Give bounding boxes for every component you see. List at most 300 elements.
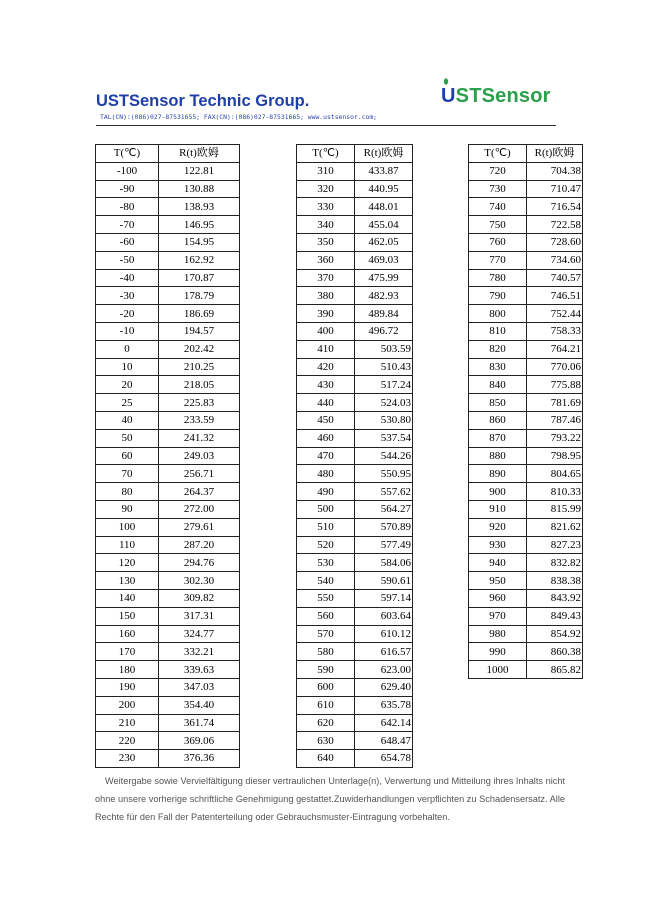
temperature-cell: 60 [96, 447, 159, 465]
temperature-cell: 810 [469, 322, 527, 340]
table-row [297, 233, 413, 251]
table-row [297, 358, 413, 376]
resistance-cell: 122.81 [159, 162, 240, 180]
logo-text: STSensor [455, 85, 551, 107]
resistance-cell: 294.76 [159, 554, 240, 572]
resistance-cell: 746.51 [527, 287, 583, 305]
temperature-cell: 40 [96, 411, 159, 429]
temperature-cell: 320 [297, 180, 355, 198]
resistance-cell: 482.93 [355, 287, 413, 305]
resistance-cell: 550.95 [355, 465, 413, 483]
resistance-cell: 603.64 [355, 607, 413, 625]
resistance-cell: 256.71 [159, 465, 240, 483]
resistance-cell: 186.69 [159, 305, 240, 323]
temperature-cell: 420 [297, 358, 355, 376]
table-row [297, 376, 413, 394]
resistance-cell: 838.38 [527, 572, 583, 590]
temperature-cell: -20 [96, 305, 159, 323]
table-row [96, 643, 240, 661]
table-row [297, 287, 413, 305]
table-row [96, 518, 240, 536]
table-row [96, 554, 240, 572]
resistance-cell: 570.89 [355, 518, 413, 536]
table-row [469, 340, 583, 358]
temperature-cell: 630 [297, 732, 355, 750]
resistance-table-3 [468, 144, 583, 679]
table-row [469, 358, 583, 376]
resistance-cell: 584.06 [355, 554, 413, 572]
temperature-cell: 180 [96, 661, 159, 679]
resistance-cell: 218.05 [159, 376, 240, 394]
temperature-cell: 410 [297, 340, 355, 358]
resistance-cell: 448.01 [355, 198, 413, 216]
table-row [96, 625, 240, 643]
table-row [297, 589, 413, 607]
table-row [96, 358, 240, 376]
resistance-cell: 162.92 [159, 251, 240, 269]
resistance-cell: 728.60 [527, 233, 583, 251]
table-row [469, 305, 583, 323]
table-row [96, 322, 240, 340]
temperature-cell: 740 [469, 198, 527, 216]
temperature-cell: 730 [469, 180, 527, 198]
table-row [297, 180, 413, 198]
temperature-cell: 220 [96, 732, 159, 750]
resistance-cell: 734.60 [527, 251, 583, 269]
temperature-cell: 530 [297, 554, 355, 572]
table-row [96, 750, 240, 768]
resistance-cell: 530.80 [355, 411, 413, 429]
resistance-cell: 804.65 [527, 465, 583, 483]
temperature-cell: 760 [469, 233, 527, 251]
table-row [297, 162, 413, 180]
temperature-cell: 100 [96, 518, 159, 536]
temperature-cell: -80 [96, 198, 159, 216]
temperature-cell: 120 [96, 554, 159, 572]
resistance-cell: 564.27 [355, 500, 413, 518]
table-row [96, 394, 240, 412]
temperature-cell: 430 [297, 376, 355, 394]
resistance-cell: 309.82 [159, 589, 240, 607]
temperature-cell: 390 [297, 305, 355, 323]
table-row [96, 500, 240, 518]
table-row [297, 643, 413, 661]
resistance-cell: 517.24 [355, 376, 413, 394]
column-header-resistance: R(t)欧姆 [527, 145, 583, 163]
temperature-cell: 890 [469, 465, 527, 483]
temperature-cell: 870 [469, 429, 527, 447]
table-row [469, 233, 583, 251]
resistance-cell: 302.30 [159, 572, 240, 590]
resistance-cell: 524.03 [355, 394, 413, 412]
table-row [96, 465, 240, 483]
temperature-cell: 450 [297, 411, 355, 429]
resistance-cell: 758.33 [527, 322, 583, 340]
table-row [469, 447, 583, 465]
temperature-cell: 610 [297, 696, 355, 714]
table-row [96, 536, 240, 554]
temperature-cell: 910 [469, 500, 527, 518]
temperature-cell: 920 [469, 518, 527, 536]
column-header-resistance: R(t)欧姆 [355, 145, 413, 163]
temperature-cell: 780 [469, 269, 527, 287]
temperature-cell: -30 [96, 287, 159, 305]
resistance-cell: 722.58 [527, 216, 583, 234]
temperature-cell: 900 [469, 483, 527, 501]
resistance-cell: 849.43 [527, 607, 583, 625]
table-row [96, 233, 240, 251]
leaf-icon [443, 78, 449, 85]
temperature-cell: 770 [469, 251, 527, 269]
table-row [96, 714, 240, 732]
temperature-cell: 540 [297, 572, 355, 590]
resistance-cell: 241.32 [159, 429, 240, 447]
resistance-cell: 433.87 [355, 162, 413, 180]
resistance-cell: 339.63 [159, 661, 240, 679]
resistance-cell: 287.20 [159, 536, 240, 554]
table-row [297, 322, 413, 340]
table-row [297, 750, 413, 768]
table-row [96, 269, 240, 287]
table-row [469, 180, 583, 198]
table-row [469, 483, 583, 501]
resistance-cell: 170.87 [159, 269, 240, 287]
resistance-cell: 469.03 [355, 251, 413, 269]
temperature-cell: 800 [469, 305, 527, 323]
resistance-cell: 642.14 [355, 714, 413, 732]
table-row [297, 661, 413, 679]
table-row [469, 589, 583, 607]
table-row [469, 554, 583, 572]
column-header-temperature: T(℃) [96, 145, 159, 163]
table-row [469, 429, 583, 447]
resistance-cell: 704.38 [527, 162, 583, 180]
table-row [469, 216, 583, 234]
resistance-cell: 635.78 [355, 696, 413, 714]
company-logo [441, 85, 551, 108]
temperature-cell: 400 [297, 322, 355, 340]
temperature-cell: 980 [469, 625, 527, 643]
resistance-cell: 781.69 [527, 394, 583, 412]
table-row [469, 518, 583, 536]
resistance-cell: 610.12 [355, 625, 413, 643]
resistance-cell: 865.82 [527, 661, 583, 679]
resistance-cell: 455.04 [355, 216, 413, 234]
table-row [297, 678, 413, 696]
resistance-cell: 821.62 [527, 518, 583, 536]
temperature-cell: 620 [297, 714, 355, 732]
temperature-cell: -50 [96, 251, 159, 269]
table-row [96, 429, 240, 447]
temperature-cell: 570 [297, 625, 355, 643]
resistance-cell: 616.57 [355, 643, 413, 661]
header-divider [96, 125, 556, 126]
resistance-cell: 787.46 [527, 411, 583, 429]
temperature-cell: 580 [297, 643, 355, 661]
temperature-cell: -60 [96, 233, 159, 251]
table-row [297, 714, 413, 732]
page-header [96, 80, 556, 128]
table-row [469, 394, 583, 412]
temperature-cell: 520 [297, 536, 355, 554]
resistance-cell: 369.06 [159, 732, 240, 750]
temperature-cell: 600 [297, 678, 355, 696]
temperature-cell: -40 [96, 269, 159, 287]
resistance-cell: 279.61 [159, 518, 240, 536]
resistance-cell: 740.57 [527, 269, 583, 287]
temperature-cell: 25 [96, 394, 159, 412]
notice-text: Weitergabe sowie Vervielfältigung dieser vertraulichen Unterlage(n), Verwertung und Mitteilung ihres Inhalts nicht ohne unsere vorherige schriftliche Genehmigung gestattet.Zuwiderhandlungen verpflichten zu Schadensersatz. Alle Rechte für den Fall der Patenterteilung oder Gebrauchsmuster-Eintragung vorbehalten. [95, 776, 565, 822]
temperature-cell: 440 [297, 394, 355, 412]
temperature-cell: 140 [96, 589, 159, 607]
table-row [297, 536, 413, 554]
table-row [96, 305, 240, 323]
temperature-cell: 960 [469, 589, 527, 607]
table-row [297, 483, 413, 501]
temperature-cell: 470 [297, 447, 355, 465]
temperature-cell: 590 [297, 661, 355, 679]
column-header-temperature: T(℃) [297, 145, 355, 163]
table-row [469, 465, 583, 483]
resistance-cell: 154.95 [159, 233, 240, 251]
resistance-cell: 496.72 [355, 322, 413, 340]
table-row [469, 287, 583, 305]
temperature-cell: 970 [469, 607, 527, 625]
table-row [297, 251, 413, 269]
resistance-cell: 475.99 [355, 269, 413, 287]
temperature-cell: 360 [297, 251, 355, 269]
table-row [469, 625, 583, 643]
temperature-cell: 830 [469, 358, 527, 376]
resistance-cell: 317.31 [159, 607, 240, 625]
table-row [96, 447, 240, 465]
table-row [96, 572, 240, 590]
resistance-table-1 [95, 144, 240, 768]
resistance-cell: 775.88 [527, 376, 583, 394]
temperature-cell: 20 [96, 376, 159, 394]
temperature-cell: 50 [96, 429, 159, 447]
table-row [96, 661, 240, 679]
temperature-cell: 170 [96, 643, 159, 661]
table-row [96, 732, 240, 750]
table-row [297, 696, 413, 714]
temperature-cell: 10 [96, 358, 159, 376]
temperature-cell: 310 [297, 162, 355, 180]
resistance-cell: 770.06 [527, 358, 583, 376]
table-row [297, 572, 413, 590]
company-name: USTSensor Technic Group. [96, 92, 310, 110]
temperature-cell: 200 [96, 696, 159, 714]
table-row [469, 607, 583, 625]
temperature-cell: 490 [297, 483, 355, 501]
temperature-cell: 70 [96, 465, 159, 483]
temperature-cell: 950 [469, 572, 527, 590]
resistance-cell: 537.54 [355, 429, 413, 447]
temperature-cell: 90 [96, 500, 159, 518]
temperature-cell: 820 [469, 340, 527, 358]
resistance-cell: 623.00 [355, 661, 413, 679]
temperature-cell: 80 [96, 483, 159, 501]
temperature-cell: 210 [96, 714, 159, 732]
temperature-cell: 0 [96, 340, 159, 358]
resistance-cell: 194.57 [159, 322, 240, 340]
temperature-cell: 370 [297, 269, 355, 287]
resistance-cell: 440.95 [355, 180, 413, 198]
table-row [469, 643, 583, 661]
temperature-cell: -10 [96, 322, 159, 340]
temperature-cell: 790 [469, 287, 527, 305]
resistance-cell: 130.88 [159, 180, 240, 198]
table-row [96, 607, 240, 625]
resistance-cell: 597.14 [355, 589, 413, 607]
resistance-cell: 249.03 [159, 447, 240, 465]
temperature-cell: 460 [297, 429, 355, 447]
resistance-cell: 332.21 [159, 643, 240, 661]
resistance-cell: 324.77 [159, 625, 240, 643]
table-row [297, 554, 413, 572]
resistance-cell: 815.99 [527, 500, 583, 518]
temperature-cell: 160 [96, 625, 159, 643]
resistance-cell: 376.36 [159, 750, 240, 768]
resistance-cell: 503.59 [355, 340, 413, 358]
contact-info: TAL(CN):(086)027-87531655; FAX(CN):(086)027-87531665; www.ustsensor.com; [100, 113, 378, 121]
table-row [297, 411, 413, 429]
resistance-cell: 798.95 [527, 447, 583, 465]
table-row [96, 376, 240, 394]
table-row [96, 483, 240, 501]
resistance-cell: 347.03 [159, 678, 240, 696]
table-row [96, 251, 240, 269]
table-row [297, 465, 413, 483]
resistance-cell: 225.83 [159, 394, 240, 412]
resistance-cell: 146.95 [159, 216, 240, 234]
temperature-cell: 750 [469, 216, 527, 234]
resistance-cell: 202.42 [159, 340, 240, 358]
table-row [297, 269, 413, 287]
temperature-cell: -90 [96, 180, 159, 198]
resistance-cell: 233.59 [159, 411, 240, 429]
resistance-cell: 354.40 [159, 696, 240, 714]
table-row [297, 607, 413, 625]
table-row [469, 269, 583, 287]
resistance-cell: 489.84 [355, 305, 413, 323]
temperature-cell: 860 [469, 411, 527, 429]
temperature-cell: 230 [96, 750, 159, 768]
table-row [469, 661, 583, 679]
temperature-cell: 110 [96, 536, 159, 554]
resistance-cell: 544.26 [355, 447, 413, 465]
column-header-temperature: T(℃) [469, 145, 527, 163]
resistance-cell: 764.21 [527, 340, 583, 358]
resistance-cell: 462.05 [355, 233, 413, 251]
resistance-table-2 [296, 144, 413, 768]
table-row [469, 536, 583, 554]
temperature-cell: 380 [297, 287, 355, 305]
resistance-cell: 210.25 [159, 358, 240, 376]
table-row [297, 518, 413, 536]
resistance-cell: 590.61 [355, 572, 413, 590]
table-row [96, 696, 240, 714]
temperature-cell: 550 [297, 589, 355, 607]
table-row [297, 394, 413, 412]
resistance-cell: 827.23 [527, 536, 583, 554]
table-row [297, 305, 413, 323]
table-row [96, 198, 240, 216]
temperature-cell: 720 [469, 162, 527, 180]
temperature-cell: 480 [297, 465, 355, 483]
temperature-cell: 330 [297, 198, 355, 216]
resistance-cell: 272.00 [159, 500, 240, 518]
resistance-cell: 577.49 [355, 536, 413, 554]
temperature-cell: 130 [96, 572, 159, 590]
resistance-cell: 138.93 [159, 198, 240, 216]
temperature-cell: 150 [96, 607, 159, 625]
temperature-cell: -70 [96, 216, 159, 234]
table-row [96, 162, 240, 180]
resistance-cell: 716.54 [527, 198, 583, 216]
resistance-cell: 832.82 [527, 554, 583, 572]
temperature-cell: 940 [469, 554, 527, 572]
table-row [96, 287, 240, 305]
resistance-cell: 648.47 [355, 732, 413, 750]
table-row [297, 216, 413, 234]
table-row [469, 572, 583, 590]
table-row [297, 447, 413, 465]
temperature-cell: 880 [469, 447, 527, 465]
table-row [297, 500, 413, 518]
temperature-cell: 500 [297, 500, 355, 518]
temperature-cell: 990 [469, 643, 527, 661]
resistance-cell: 810.33 [527, 483, 583, 501]
table-row [297, 340, 413, 358]
column-header-resistance: R(t)欧姆 [159, 145, 240, 163]
resistance-cell: 793.22 [527, 429, 583, 447]
resistance-cell: 654.78 [355, 750, 413, 768]
resistance-cell: 854.92 [527, 625, 583, 643]
table-row [96, 589, 240, 607]
resistance-cell: 264.37 [159, 483, 240, 501]
table-row [297, 429, 413, 447]
table-row [469, 322, 583, 340]
table-row [297, 198, 413, 216]
temperature-cell: 340 [297, 216, 355, 234]
table-row [469, 376, 583, 394]
table-row [96, 678, 240, 696]
temperature-cell: 190 [96, 678, 159, 696]
table-row [96, 180, 240, 198]
table-row [469, 251, 583, 269]
table-row [297, 732, 413, 750]
confidentiality-notice [95, 772, 565, 826]
resistance-cell: 843.92 [527, 589, 583, 607]
temperature-cell: 930 [469, 536, 527, 554]
table-row [297, 625, 413, 643]
table-row [96, 216, 240, 234]
resistance-cell: 510.43 [355, 358, 413, 376]
resistance-cell: 178.79 [159, 287, 240, 305]
temperature-cell: 1000 [469, 661, 527, 679]
resistance-cell: 710.47 [527, 180, 583, 198]
resistance-cell: 752.44 [527, 305, 583, 323]
temperature-cell: 560 [297, 607, 355, 625]
resistance-cell: 361.74 [159, 714, 240, 732]
table-row [469, 162, 583, 180]
table-row [96, 340, 240, 358]
temperature-cell: 640 [297, 750, 355, 768]
resistance-cell: 557.62 [355, 483, 413, 501]
temperature-cell: 850 [469, 394, 527, 412]
resistance-cell: 629.40 [355, 678, 413, 696]
